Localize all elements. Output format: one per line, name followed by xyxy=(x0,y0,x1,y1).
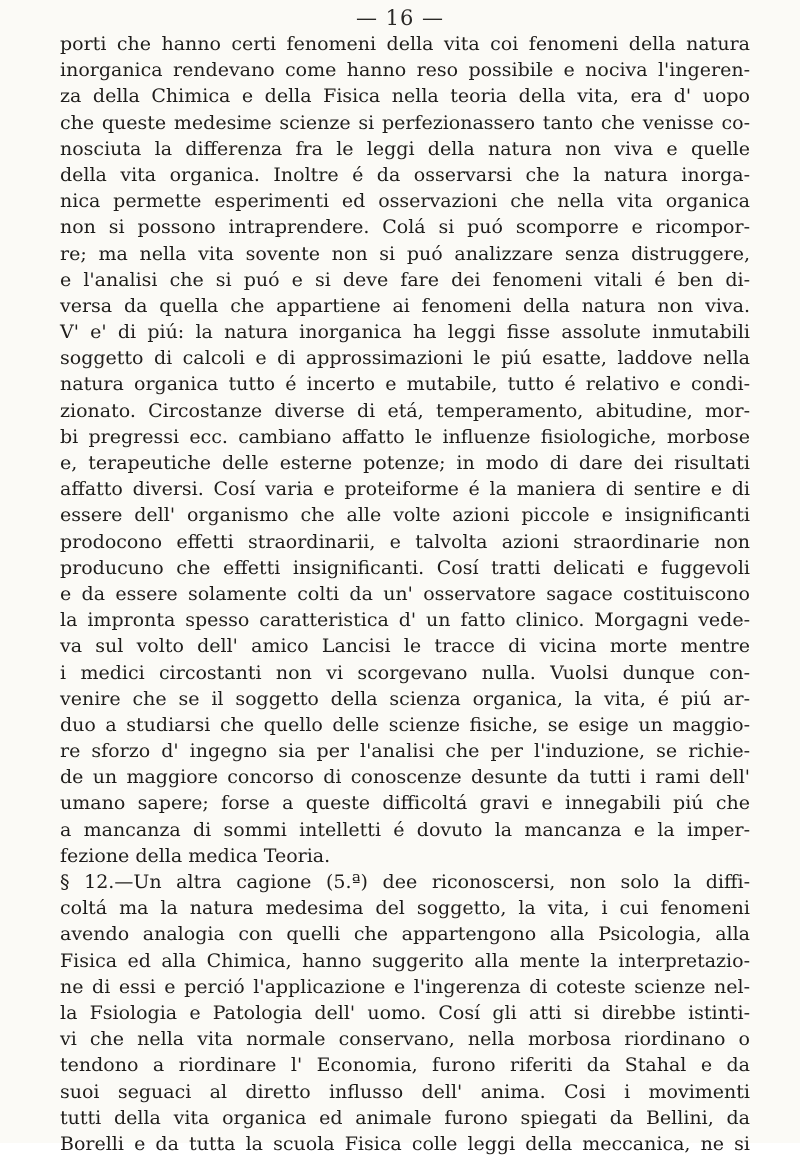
text-line: i medici circostanti non vi scorgevano nulla. Vuolsi dunque con- xyxy=(60,661,750,684)
paragraph-end-line: fezione della medica Teoria. xyxy=(60,844,331,867)
text-line: inorganica rendevano come hanno reso possibile e nociva l'ingeren- xyxy=(60,59,750,82)
text-line: za della Chimica e della Fisica nella teoria della vita, era d' uopo xyxy=(60,85,750,108)
text-line: essere dell' organismo che alle volte azioni piccole e insignificanti xyxy=(60,504,750,527)
text-line: e da essere solamente colti da un' osservatore sagace costituiscono xyxy=(60,582,750,605)
text-line: prodocono effetti straordinarii, e talvolta azioni straordinarie non xyxy=(60,530,750,553)
text-line: Borelli e da tutta la scuola Fisica colle leggi della meccanica, ne si xyxy=(60,1132,750,1155)
text-line: va sul volto dell' amico Lancisi le tracce di vicina morte mentre xyxy=(60,635,750,658)
text-line: de un maggiore concorso di conoscenze desunte da tutti i rami dell' xyxy=(60,766,750,789)
text-line: re sforzo d' ingegno sia per l'analisi che per l'induzione, se richie- xyxy=(60,740,750,763)
text-line: e l'analisi che si puó e si deve fare dei fenomeni vitali é ben di- xyxy=(60,268,750,291)
text-line: tendono a riordinare l' Economia, furono riferiti da Stahal e da xyxy=(60,1054,750,1077)
text-line: non si possono intraprendere. Colá si puó scomporre e ricompor- xyxy=(60,216,750,239)
text-line: la impronta spesso caratteristica d' un fatto clinico. Morgagni vede- xyxy=(60,609,750,632)
text-line: umano sapere; forse a queste difficoltá gravi e innegabili piú che xyxy=(60,792,750,815)
text-line: affatto diversi. Cosí varia e proteiforme é la maniera di sentire e di xyxy=(60,478,750,501)
text-line: duo a studiarsi che quello delle scienze fisiche, se esige un maggio- xyxy=(60,713,750,736)
text-line: natura organica tutto é incerto e mutabile, tutto é relativo e condi- xyxy=(60,373,750,396)
text-line: venire che se il soggetto della scienza organica, la vita, é piú ar- xyxy=(60,687,750,710)
section-heading-line: § 12.—Un altra cagione (5.ª) dee riconoscersi, non solo la diffi- xyxy=(60,871,750,893)
body-text xyxy=(60,31,750,1157)
text-line: a mancanza di sommi intelletti é dovuto la mancanza e la imper- xyxy=(60,818,750,841)
text-line: versa da quella che appartiene ai fenomeni della natura non viva. xyxy=(60,294,750,317)
text-line: coltá ma la natura medesima del soggetto, la vita, i cui fenomeni xyxy=(60,897,750,920)
text-line: V' e' di piú: la natura inorganica ha leggi fisse assolute inmutabili xyxy=(60,321,750,344)
text-line: suoi seguaci al diretto influsso dell' anima. Cosi i movimenti xyxy=(60,1080,750,1103)
text-line: e, terapeutiche delle esterne potenze; in modo di dare dei risultati xyxy=(60,452,750,474)
text-line: Fisica ed alla Chimica, hanno suggerito alla mente la interpretazio- xyxy=(60,949,750,972)
text-line: nosciuta la differenza fra le leggi della natura non viva e quelle xyxy=(60,137,750,160)
text-line: bi pregressi ecc. cambiano affatto le influenze fisiologiche, morbose xyxy=(60,425,750,448)
text-line: tutti della vita organica ed animale furono spiegati da Bellini, da xyxy=(60,1106,750,1129)
text-line: nica permette esperimenti ed osservazioni che nella vita organica xyxy=(60,190,750,213)
text-line: che queste medesime scienze si perfezionassero tanto che venisse co- xyxy=(60,111,750,134)
text-line: producuno che effetti insignificanti. Cosí tratti delicati e fuggevoli xyxy=(60,556,750,579)
text-line: ne di essi e perció l'applicazione e l'ingerenza di coteste scienze nel- xyxy=(60,975,750,998)
text-line: vi che nella vita normale conservano, nella morbosa riordinano o xyxy=(60,1028,750,1051)
text-line: della vita organica. Inoltre é da osservarsi che la natura inorga- xyxy=(60,163,750,186)
text-line: re; ma nella vita sovente non si puó analizzare senza distruggere, xyxy=(60,242,750,265)
text-line: porti che hanno certi fenomeni della vita coi fenomeni della natura xyxy=(60,33,750,55)
page-number: — 16 — xyxy=(355,6,445,30)
text-line: la Fsiologia e Patologia dell' uomo. Cosí gli atti si direbbe istinti- xyxy=(60,1001,750,1024)
text-line: soggetto di calcoli e di approssimazioni le piú esatte, laddove nella xyxy=(60,347,750,370)
text-line: avendo analogia con quelli che appartengono alla Psicologia, alla xyxy=(60,923,750,946)
text-line: zionato. Circostanze diverse di etá, temperamento, abitudine, mor- xyxy=(60,399,750,422)
